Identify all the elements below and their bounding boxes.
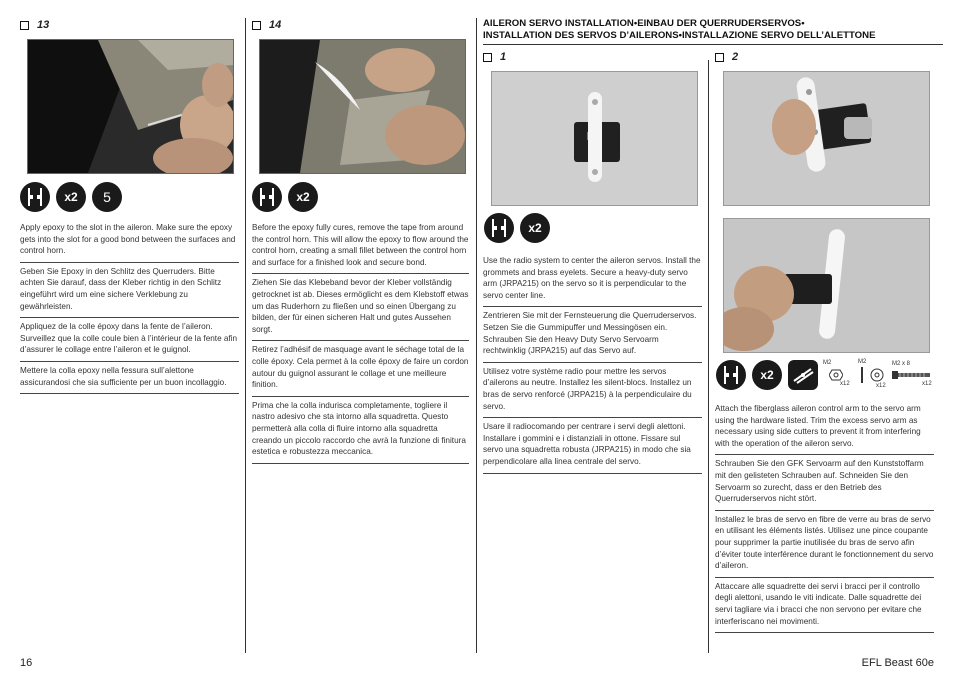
step-13-photo: [27, 39, 234, 174]
column-divider: [476, 18, 477, 653]
step-number: 2: [732, 51, 739, 63]
step-13-icons: [20, 182, 122, 212]
step-1-icons: [484, 213, 550, 243]
step-2-photo-top: [723, 71, 930, 206]
heading-line-2: INSTALLATION DES SERVOS D’AILERONS•INSTALLAZIONE SERVO DELL’ALETTONE: [483, 30, 876, 41]
paragraph-en: Use the radio system to center the aileron servos. Install the grommets and brass eyelets. Secure a heavy-duty servo arm (JRPA215) on the servo so it is perpendicular to the servo center line.: [483, 252, 702, 307]
step-1-header: [483, 50, 702, 64]
column-step-1: [483, 50, 702, 64]
column-step-13: [20, 18, 239, 32]
washer-icon: [870, 368, 884, 384]
paragraph-fr: Utilisez votre système radio pour mettre les servos d’ailerons au neutre. Installez les silent-blocs. Installez un bras de servo renforcé (JRPA215) à la perpendiculaire du servo.: [483, 363, 702, 418]
epoxy-icon: [484, 213, 514, 243]
checkbox-icon: [252, 21, 261, 30]
vertical-bar-icon: [861, 367, 863, 383]
checkbox-icon: [20, 21, 29, 30]
paragraph-de: Zentrieren Sie mit der Fernsteuerung die Querruderservos. Setzen Sie die Gummipuffer und Messingösen ein. Schrauben Sie den Heavy Duty Servo Servoarm rechtwinklig (JRPA215) auf das Servo auf.: [483, 307, 702, 362]
quantity-badge: x2: [520, 213, 550, 243]
step-2-header: [715, 50, 934, 64]
text-step-13: [20, 219, 239, 394]
paragraph-en: Apply epoxy to the slot in the aileron. Make sure the epoxy gets into the slot for a good bond between the surfaces and control horn.: [20, 219, 239, 263]
column-step-2: [715, 50, 934, 64]
paragraph-en: Before the epoxy fully cures, remove the tape from around the control horn. This will allow the epoxy to flow around the control horn, creating a small fillet between the control horn and surface for a finished look and secure bond.: [252, 219, 469, 274]
paragraph-it: Mettere la colla epoxy nella fessura sull’alettone assicurandosi che sia sufficiente per un buon incollaggio.: [20, 362, 239, 394]
paragraph-it: Usare il radiocomando per centrare i servi degli alettoni. Installare i gommini e i distanziali in ottone. Fissare sul servo una squadretta robusta (JRPA215) in modo che sia perpendicolare alla linea centrale del servo.: [483, 418, 702, 473]
step-1-photo: [491, 71, 698, 206]
step-number: 1: [500, 51, 507, 63]
hardware-label: M2: [858, 359, 867, 365]
paragraph-en: Attach the fiberglass aileron control arm to the servo arm using the hardware listed. Trim the excess servo arm as necessary using side cutters to prevent it from interfering with the operation of the aileron servo.: [715, 400, 934, 455]
quantity-badge: x2: [288, 182, 318, 212]
epoxy-icon: [20, 182, 50, 212]
paragraph-fr: Appliquez de la colle époxy dans la fente de l’aileron. Surveillez que la colle coule bien à l’intérieur de la fente afin d’assurer le collage entre l’aileron et le guignol.: [20, 318, 239, 362]
epoxy-icon: [252, 182, 282, 212]
step-number: 13: [37, 19, 50, 31]
page-number: 16: [20, 657, 33, 669]
checkbox-icon: [715, 53, 724, 62]
hardware-count: x12: [922, 381, 932, 387]
step-2-icons: [716, 360, 818, 390]
heading-rule: [483, 44, 943, 45]
paragraph-it: Attaccare alle squadrette dei servi i bracci per il controllo degli alettoni, usando le viti indicate. Dalle squadrette dei servi tagliare via i bracci che non servono per evitare che interferiscano nei movimenti.: [715, 578, 934, 633]
step-14-header: [252, 18, 471, 32]
text-step-14: [252, 219, 469, 464]
hardware-count: x12: [876, 383, 886, 389]
step-number: 14: [269, 19, 282, 31]
footer-title: EFL Beast 60e: [861, 657, 934, 669]
column-step-14: [252, 18, 471, 32]
hardware-count: x12: [840, 381, 850, 387]
step-2-photo-bottom: [723, 218, 930, 353]
paragraph-de: Ziehen Sie das Klebeband bevor der Kleber vollständig getrocknet ist ab. Dieses ermöglicht es dem Klebstoff etwas um das Ruderhorn zu fließen und so einen Übergang zu bilden, der für einen sicheren Halt und gutes Aussehen sorgt.: [252, 274, 469, 341]
paragraph-it: Prima che la colla indurisca completamente, togliere il nastro adesivo che sta intorno alla squadretta. Questo permetterà alla colla di fluire intorno alla squadretta creando un piccolo raccordo che avrà la funzione di finitura estetica e robustezza meccanica.: [252, 397, 469, 464]
heading-line-1: AILERON SERVO INSTALLATION•EINBAU DER QUERRUDERSERVOS•: [483, 18, 805, 29]
step-13-header: [20, 18, 239, 32]
text-step-2: [715, 400, 934, 633]
column-divider: [245, 18, 246, 653]
side-cutter-icon: [788, 360, 818, 390]
quantity-badge: x2: [752, 360, 782, 390]
screw-icon: [892, 371, 932, 381]
text-step-1: [483, 252, 702, 474]
paragraph-de: Geben Sie Epoxy in den Schlitz des Querruders. Bitte achten Sie darauf, dass der Kleber richtig in den Schlitz eingeführt wird um eine sichere Verklebung zu gewährleisten.: [20, 263, 239, 318]
hardware-label: M2 x 8: [892, 361, 911, 367]
epoxy-icon: [716, 360, 746, 390]
quantity-badge: x2: [56, 182, 86, 212]
hardware-label: M2: [823, 360, 832, 366]
checkbox-icon: [483, 53, 492, 62]
step-14-icons: [252, 182, 318, 212]
section-heading: [483, 18, 943, 42]
paragraph-fr: Installez le bras de servo en fibre de verre au bras de servo en utilisant les éléments listés. Utilisez une pince coupante pour supprimer la partie inutilisée du bras de servo afin d’éviter toute interférence durant le fonctionnement du servo d’aileron.: [715, 511, 934, 578]
cure-time-badge: 5: [92, 182, 122, 212]
paragraph-de: Schrauben Sie den GFK Servoarm auf den Kunststoffarm mit den gelisteten Schrauben auf. Schneiden Sie den Servoarm so zurecht, dass er den Betrieb des Querruderservos nicht stört.: [715, 455, 934, 510]
column-divider: [708, 60, 709, 653]
paragraph-fr: Retirez l’adhésif de masquage avant le séchage total de la colle époxy. Cela permet à la colle époxy de faire un cordon autour du guignol assurant le collage et une meilleure finition.: [252, 341, 469, 396]
step-14-photo: [259, 39, 466, 174]
